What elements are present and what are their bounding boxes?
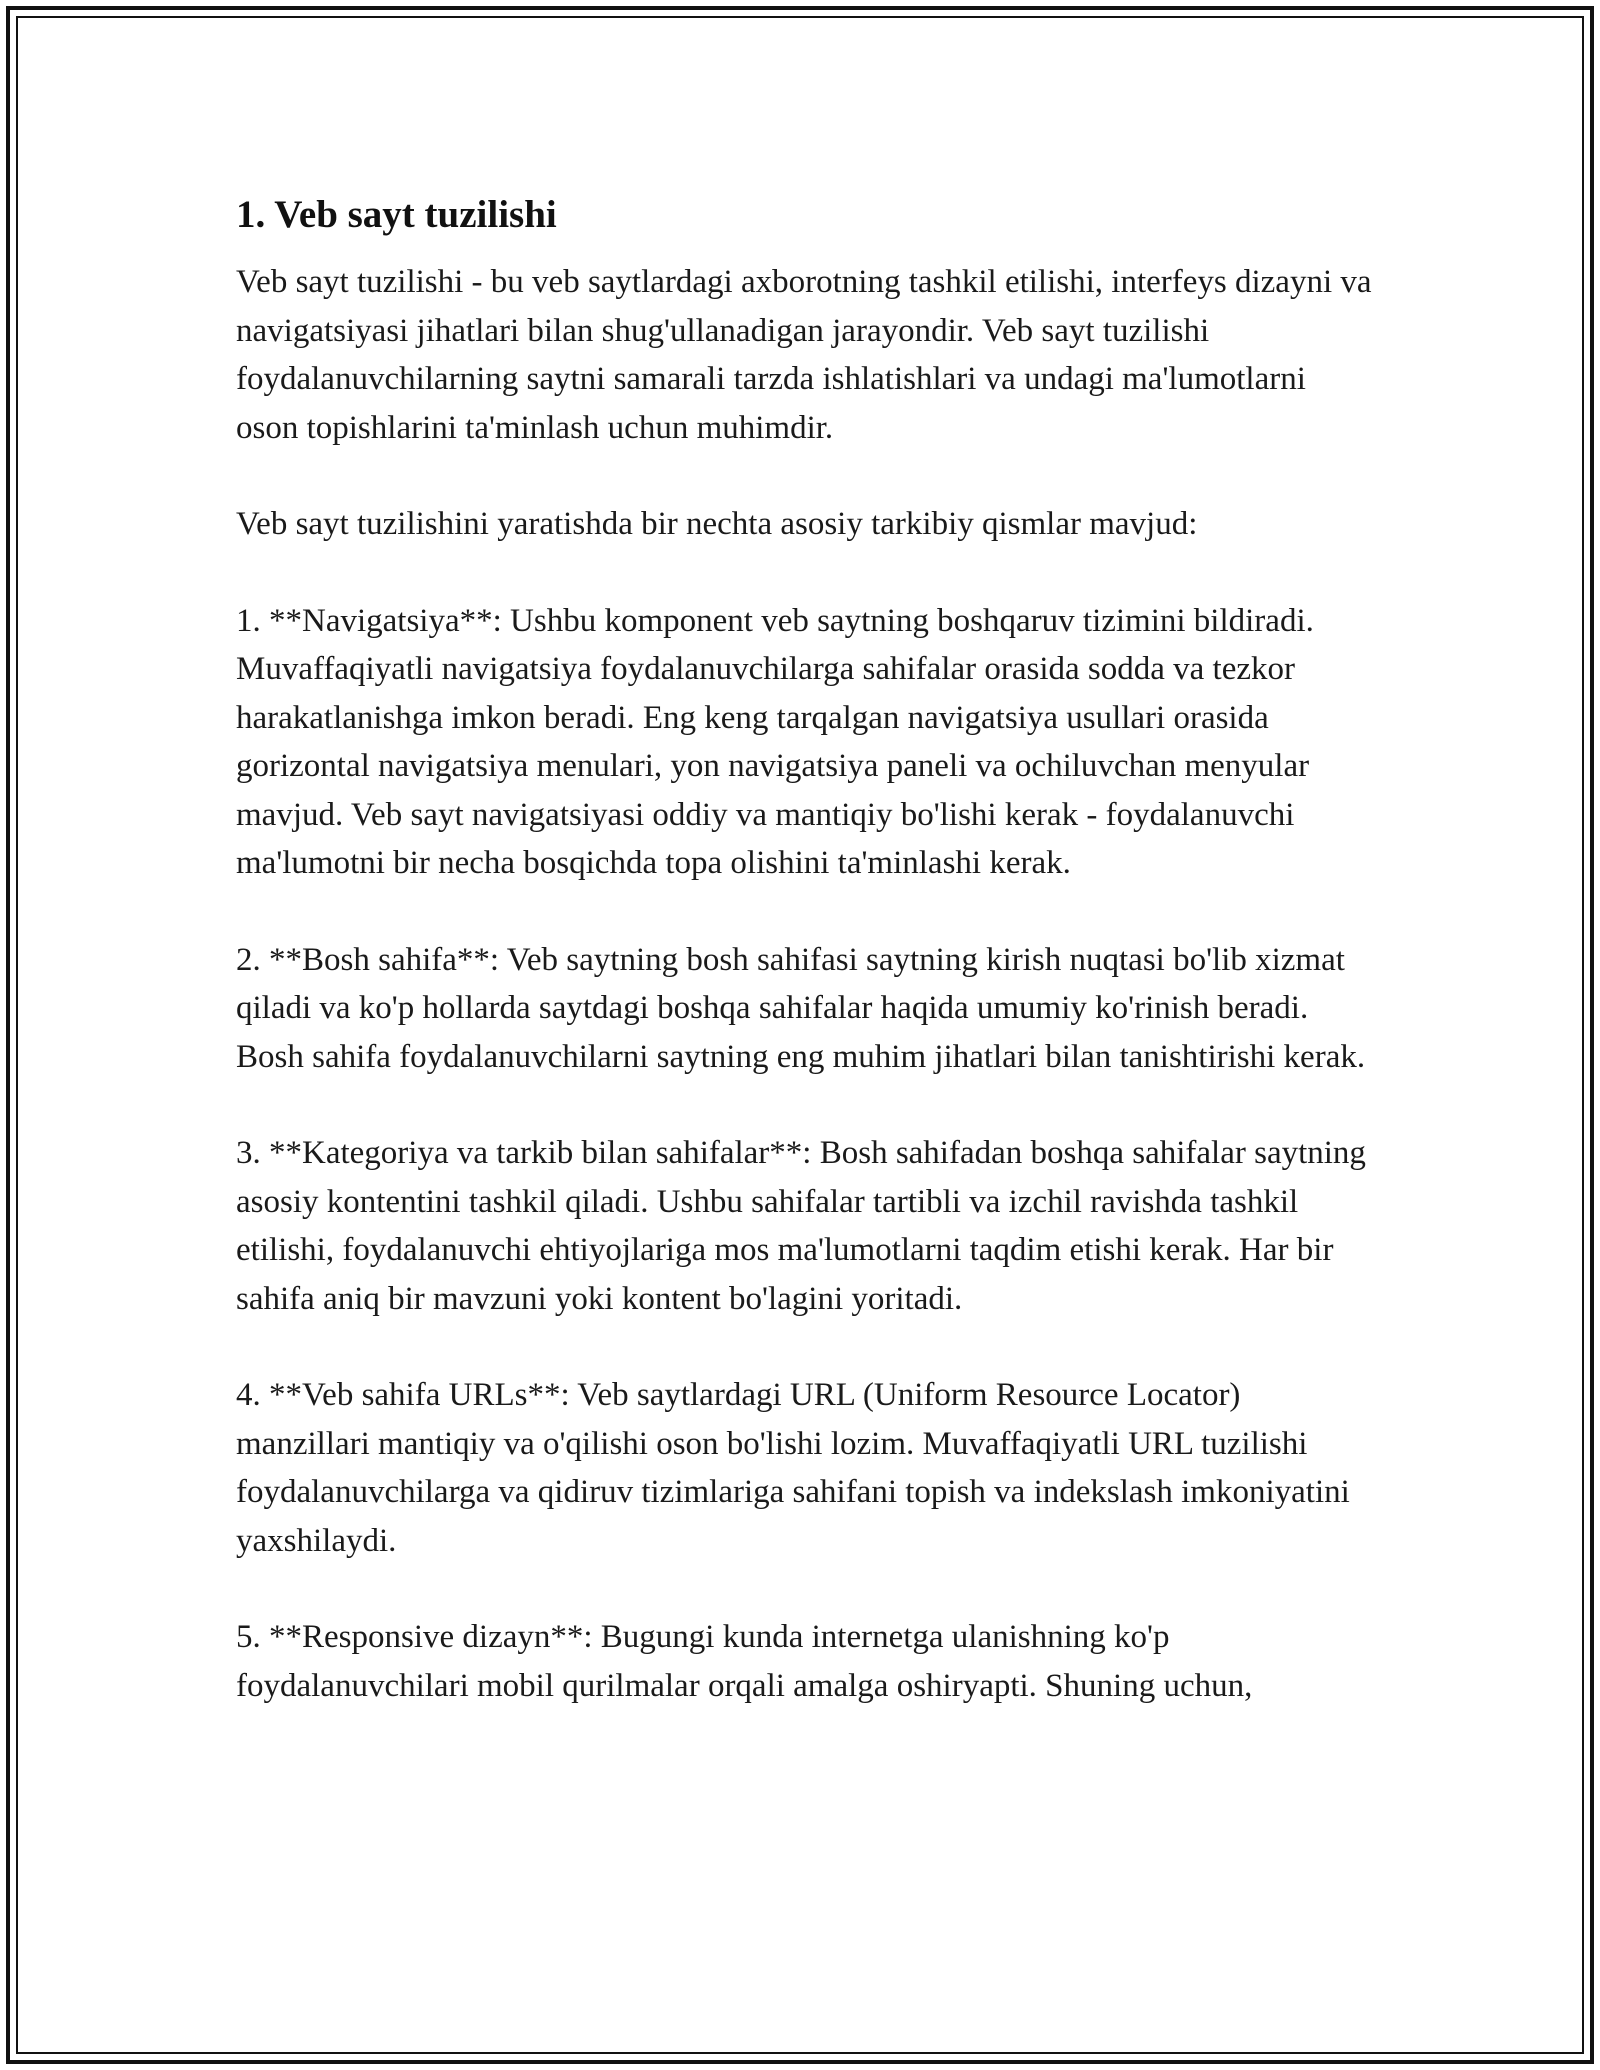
intro-paragraph: Veb sayt tuzilishi - bu veb saytlardagi axborotning tashkil etilishi, interfeys dizayni va navigatsiyasi jihatlari bilan shug'ullanadigan jarayondir. Veb sayt tuzilishi foydalanuvchilarning saytni samarali tarzda ishlatishlari va undagi ma'lumotlarni oson topishlarini ta'minlash uchun muhimdir.	[236, 264, 1372, 446]
responsive-design-paragraph: 5. **Responsive dizayn**: Bugungi kunda internetga ulanishning ko'p foydalanuvchilari mobil qurilmalar orqali amalga oshiryapti. Shuning uchun,	[236, 1619, 1253, 1704]
category-pages-paragraph: 3. **Kategoriya va tarkib bilan sahifalar**: Bosh sahifadan boshqa sahifalar saytning asosiy kontentini tashkil qiladi. Ushbu sahifalar tartibli va izchil ravishda tashkil etilishi, foydalanuvchi ehtiyojlariga mos ma'lumotlarni taqdim etishi kerak. Har bir sahifa aniq bir mavzuni yoki kontent bo'lagini yoritadi.	[236, 1135, 1366, 1317]
homepage-paragraph: 2. **Bosh sahifa**: Veb saytning bosh sahifasi saytning kirish nuqtasi bo'lib xizmat qiladi va ko'p hollarda saytdagi boshqa sahifalar haqida umumiy ko'rinish beradi. Bosh sahifa foydalanuvchilarni saytning eng muhim jihatlari bilan tanishtirishi kerak.	[236, 941, 1366, 1075]
urls-paragraph: 4. **Veb sahifa URLs**: Veb saytlardagi URL (Uniform Resource Locator) manzillari mantiqiy va o'qilishi oson bo'lishi lozim. Muvaffaqiyatli URL tuzilishi foydalanuvchilarga va qidiruv tizimlariga sahifani topish va indekslash imkoniyatini yaxshilaydi.	[236, 1377, 1350, 1559]
navigation-paragraph: 1. **Navigatsiya**: Ushbu komponent veb saytning boshqaruv tizimini bildiradi. Muvaffaqiyatli navigatsiya foydalanuvchilarga sahifalar orasida sodda va tezkor harakatlanishga imkon beradi. Eng keng tarqalgan navigatsiya usullari orasida gorizontal navigatsiya menulari, yon navigatsiya paneli va ochiluvchan menyular mavjud. Veb sayt navigatsiyasi oddiy va mantiqiy bo'lishi kerak - foydalanuvchi ma'lumotni bir necha bosqichda topa olishini ta'minlashi kerak.	[236, 602, 1314, 881]
components-intro-paragraph: Veb sayt tuzilishini yaratishda bir nechta asosiy tarkibiy qismlar mavjud:	[236, 506, 1198, 542]
section-heading: 1. Veb sayt tuzilishi	[236, 193, 557, 236]
document-body	[236, 190, 1376, 1758]
